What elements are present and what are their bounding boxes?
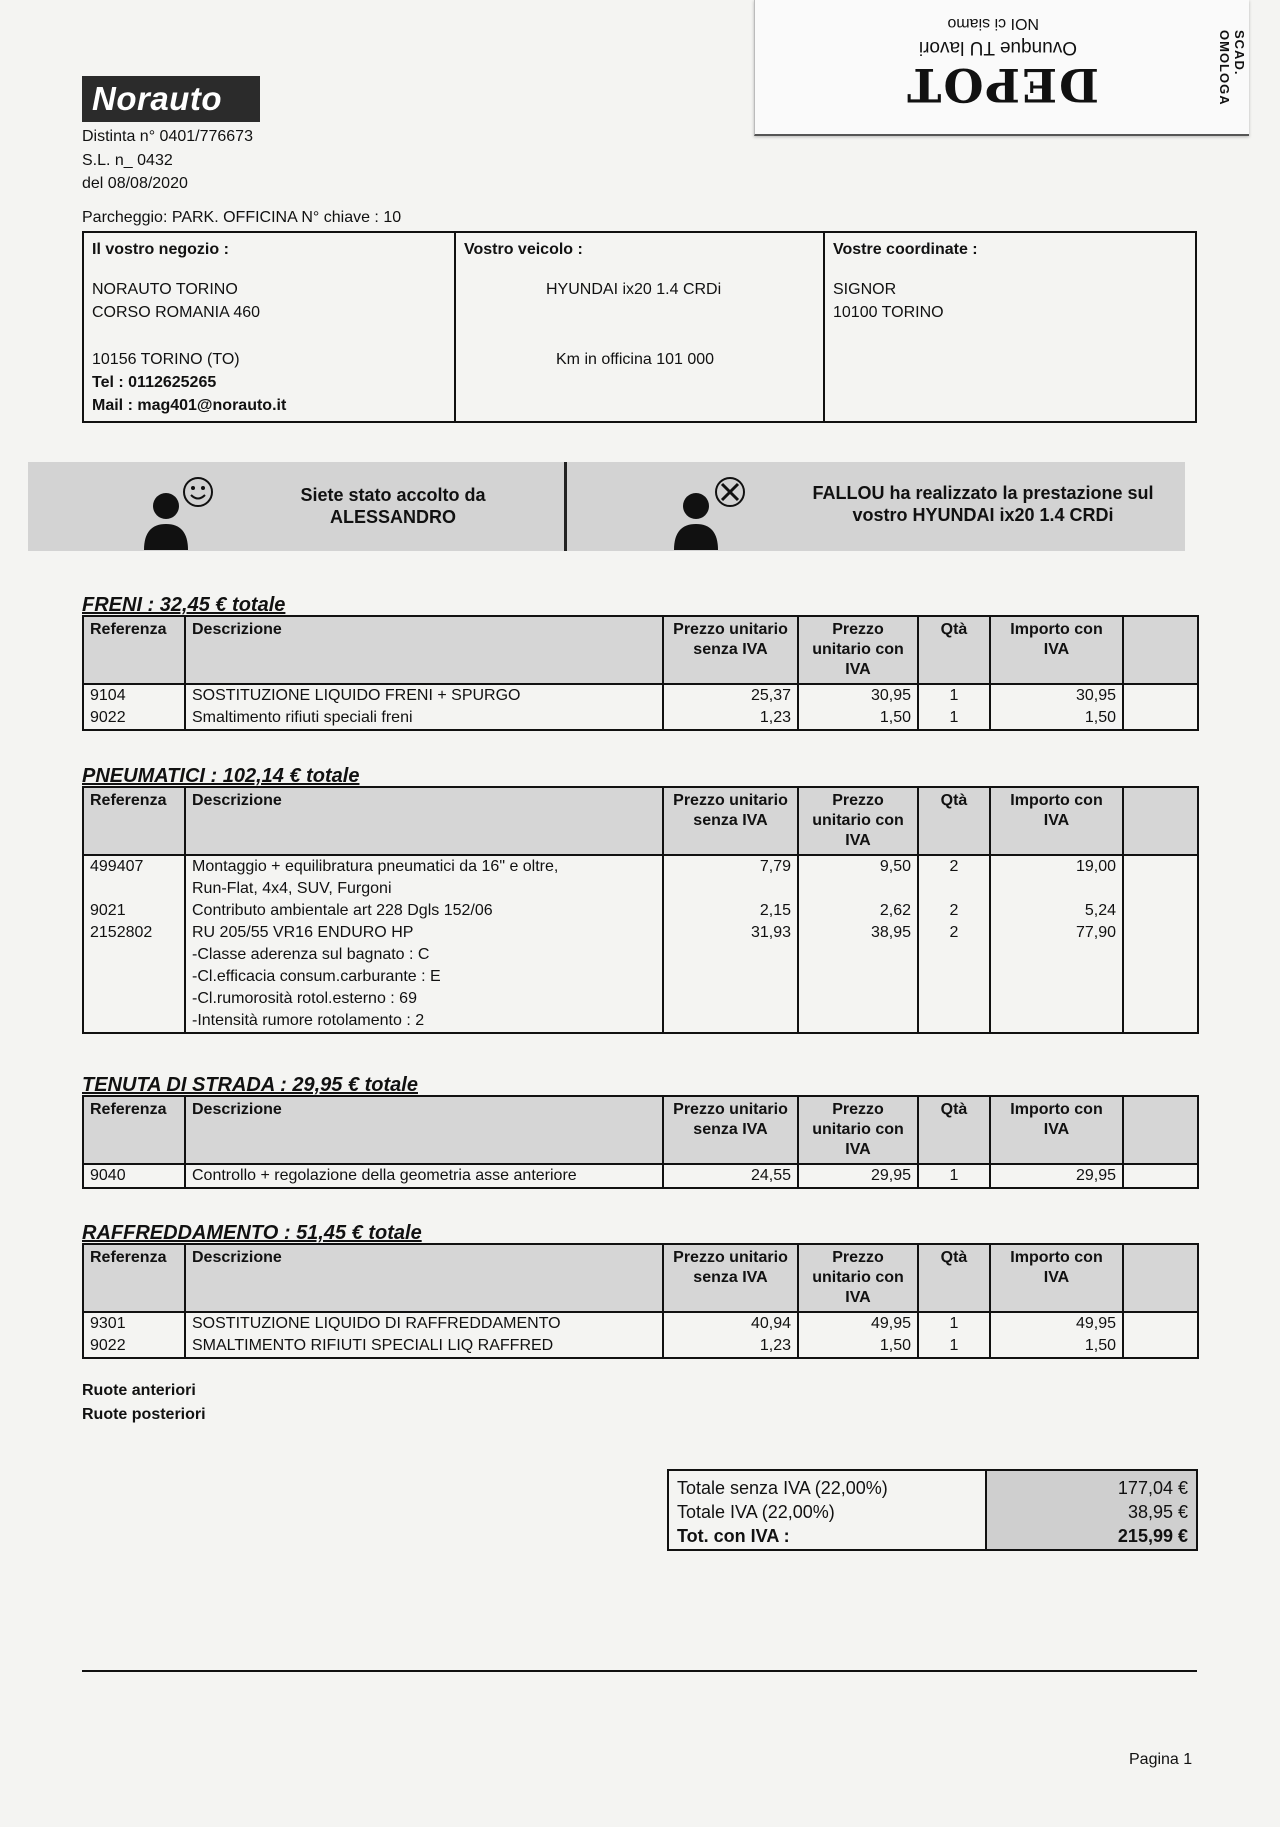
table-tenuta [82, 1095, 1199, 1189]
table-row [83, 707, 1198, 730]
col-ref: Referenza [83, 1096, 185, 1164]
shop-name: NORAUTO TORINO [92, 281, 238, 298]
row-total: 30,95 [990, 684, 1123, 707]
stamp-line1: Ovunque TU lavori [918, 37, 1077, 58]
row-empty [1123, 1312, 1198, 1335]
row-gross: 29,95 [798, 1164, 918, 1188]
vehicle-model: HYUNDAI ix20 1.4 CRDi [546, 281, 722, 298]
table-row [83, 966, 1198, 988]
section-title-pneumatici: PNEUMATICI : 102,14 € totale [82, 765, 360, 787]
col-desc: Descrizione [185, 616, 663, 684]
row-empty [1123, 966, 1198, 988]
row-desc: SMALTIMENTO RIFIUTI SPECIALI LIQ RAFFRED [185, 1335, 663, 1358]
total-gross-value: 215,99 € [1117, 1526, 1188, 1546]
row-ref: 2152802 [83, 922, 185, 944]
row-desc: -Intensità rumore rotolamento : 2 [185, 1010, 663, 1033]
row-total [990, 966, 1123, 988]
row-net [663, 988, 798, 1010]
col-ref: Referenza [83, 787, 185, 855]
table-row [83, 1312, 1198, 1335]
row-qty: 2 [918, 900, 990, 922]
row-desc: Run-Flat, 4x4, SUV, Furgoni [185, 878, 663, 900]
welcome-text [258, 484, 528, 528]
row-qty: 1 [918, 1335, 990, 1358]
info-box [82, 231, 1197, 423]
row-total: 49,95 [990, 1312, 1123, 1335]
stamp-side-text: SCAD. OMOLOGA [1217, 30, 1247, 106]
row-gross: 1,50 [798, 1335, 918, 1358]
row-net: 25,37 [663, 684, 798, 707]
row-desc: SOSTITUZIONE LIQUIDO FRENI + SPURGO [185, 684, 663, 707]
table-row [83, 944, 1198, 966]
total-net-label: Totale senza IVA (22,00%) [677, 1478, 888, 1498]
page-number: Pagina 1 [1129, 1751, 1193, 1768]
col-desc: Descrizione [185, 1244, 663, 1312]
row-ref [83, 944, 185, 966]
row-total [990, 988, 1123, 1010]
col-total: Importo con IVA [990, 1244, 1123, 1312]
stamp-line2: NOI ci siamo [947, 15, 1039, 32]
row-ref: 9022 [83, 1335, 185, 1358]
total-net-value: 177,04 € [1117, 1478, 1188, 1498]
shop-street: CORSO ROMANIA 460 [92, 304, 261, 321]
totals-box [667, 1469, 1198, 1551]
row-net: 2,15 [663, 900, 798, 922]
document-date: del 08/08/2020 [82, 175, 188, 192]
col-unit-net: Prezzo unitario senza IVA [663, 1244, 798, 1312]
row-ref: 9022 [83, 707, 185, 730]
col-desc: Descrizione [185, 1096, 663, 1164]
row-qty: 1 [918, 684, 990, 707]
row-desc: Smaltimento rifiuti speciali freni [185, 707, 663, 730]
col-ref: Referenza [83, 616, 185, 684]
row-gross [798, 878, 918, 900]
row-desc: Controllo + regolazione della geometria asse anteriore [185, 1164, 663, 1188]
totals-values [987, 1471, 1196, 1549]
col-unit-net: Prezzo unitario senza IVA [663, 1096, 798, 1164]
table-pneumatici [82, 786, 1199, 1034]
shop-city: 10156 TORINO (TO) [92, 351, 240, 368]
row-total: 19,00 [990, 855, 1123, 878]
row-total: 1,50 [990, 1335, 1123, 1358]
row-ref [83, 878, 185, 900]
sl-number: S.L. n_ 0432 [82, 152, 173, 169]
row-total [990, 878, 1123, 900]
row-net [663, 1010, 798, 1033]
row-empty [1123, 707, 1198, 730]
table-raffreddamento [82, 1243, 1199, 1359]
row-desc: RU 205/55 VR16 ENDURO HP [185, 922, 663, 944]
row-gross [798, 944, 918, 966]
row-total [990, 944, 1123, 966]
row-net: 31,93 [663, 922, 798, 944]
col-unit-gross: Prezzo unitario con IVA [798, 1096, 918, 1164]
col-empty [1123, 1096, 1198, 1164]
customer-title: Vostre coordinate : [833, 241, 978, 258]
depot-stamp [754, 0, 1249, 136]
row-net [663, 944, 798, 966]
stamp-title: DEPOT [905, 58, 1099, 112]
service-banner [28, 462, 1185, 551]
row-gross: 38,95 [798, 922, 918, 944]
row-empty [1123, 944, 1198, 966]
distinta-number: Distinta n° 0401/776673 [82, 128, 253, 145]
col-unit-gross: Prezzo unitario con IVA [798, 787, 918, 855]
row-empty [1123, 878, 1198, 900]
row-qty [918, 878, 990, 900]
norauto-logo: Norauto [82, 76, 260, 122]
col-qty: Qtà [918, 616, 990, 684]
row-ref [83, 966, 185, 988]
row-qty [918, 944, 990, 966]
table-row [83, 922, 1198, 944]
row-desc: -Cl.rumorosità rotol.esterno : 69 [185, 988, 663, 1010]
vehicle-column [456, 233, 825, 421]
row-empty [1123, 1010, 1198, 1033]
row-qty: 1 [918, 1164, 990, 1188]
shop-title: Il vostro negozio : [92, 241, 229, 258]
table-row [83, 988, 1198, 1010]
row-empty [1123, 855, 1198, 878]
table-row [83, 855, 1198, 878]
footer-divider [82, 1670, 1197, 1672]
row-ref: 9301 [83, 1312, 185, 1335]
row-desc: -Classe aderenza sul bagnato : C [185, 944, 663, 966]
row-net: 1,23 [663, 1335, 798, 1358]
row-total: 5,24 [990, 900, 1123, 922]
col-total: Importo con IVA [990, 787, 1123, 855]
customer-name: SIGNOR [833, 281, 897, 298]
welcome-line2: ALESSANDRO [329, 507, 456, 527]
customer-city: 10100 TORINO [833, 304, 944, 321]
section-title-raffreddamento: RAFFREDDAMENTO : 51,45 € totale [82, 1222, 422, 1244]
col-total: Importo con IVA [990, 616, 1123, 684]
note-front-wheels: Ruote anteriori [82, 1382, 196, 1399]
total-vat-label: Totale IVA (22,00%) [677, 1502, 835, 1522]
row-ref [83, 1010, 185, 1033]
total-vat-value: 38,95 € [1127, 1502, 1188, 1522]
col-qty: Qtà [918, 787, 990, 855]
shop-column [84, 233, 456, 421]
row-desc: Montaggio + equilibratura pneumatici da 16" e oltre, [185, 855, 663, 878]
row-ref: 499407 [83, 855, 185, 878]
section-title-freni: FRENI : 32,45 € totale [82, 594, 286, 616]
row-ref: 9104 [83, 684, 185, 707]
welcome-line1: Siete stato accolto da [300, 485, 486, 505]
col-unit-net: Prezzo unitario senza IVA [663, 616, 798, 684]
row-empty [1123, 988, 1198, 1010]
row-empty [1123, 684, 1198, 707]
col-unit-net: Prezzo unitario senza IVA [663, 787, 798, 855]
service-line1: FALLOU ha realizzato la prestazione sul [812, 483, 1154, 503]
total-gross-label: Tot. con IVA : [677, 1526, 790, 1546]
col-empty [1123, 787, 1198, 855]
row-qty: 2 [918, 922, 990, 944]
shop-mail: Mail : mag401@norauto.it [92, 397, 287, 414]
row-qty: 2 [918, 855, 990, 878]
table-row [83, 684, 1198, 707]
shop-tel: Tel : 0112625265 [92, 374, 217, 391]
row-net: 7,79 [663, 855, 798, 878]
banner-divider [564, 462, 567, 551]
row-gross: 9,50 [798, 855, 918, 878]
vehicle-km: Km in officina 101 000 [556, 351, 715, 368]
row-ref: 9021 [83, 900, 185, 922]
row-qty: 1 [918, 707, 990, 730]
row-gross: 1,50 [798, 707, 918, 730]
note-rear-wheels: Ruote posteriori [82, 1406, 206, 1423]
service-line2: vostro HYUNDAI ix20 1.4 CRDi [852, 505, 1114, 525]
totals-labels [669, 1471, 987, 1549]
col-total: Importo con IVA [990, 1096, 1123, 1164]
col-unit-gross: Prezzo unitario con IVA [798, 616, 918, 684]
row-empty [1123, 1164, 1198, 1188]
row-qty [918, 1010, 990, 1033]
row-net [663, 966, 798, 988]
row-gross: 2,62 [798, 900, 918, 922]
row-qty: 1 [918, 1312, 990, 1335]
customer-column [825, 233, 1195, 421]
row-net: 24,55 [663, 1164, 798, 1188]
table-row [83, 1335, 1198, 1358]
row-gross [798, 966, 918, 988]
row-desc: Contributo ambientale art 228 Dgls 152/06 [185, 900, 663, 922]
vehicle-title: Vostro veicolo : [464, 241, 583, 258]
row-gross: 49,95 [798, 1312, 918, 1335]
col-ref: Referenza [83, 1244, 185, 1312]
row-ref [83, 988, 185, 1010]
row-total: 77,90 [990, 922, 1123, 944]
col-empty [1123, 616, 1198, 684]
row-qty [918, 966, 990, 988]
table-row [83, 1010, 1198, 1033]
row-empty [1123, 1335, 1198, 1358]
col-qty: Qtà [918, 1244, 990, 1312]
row-net: 40,94 [663, 1312, 798, 1335]
col-qty: Qtà [918, 1096, 990, 1164]
table-row [83, 1164, 1198, 1188]
row-empty [1123, 922, 1198, 944]
parking-info: Parcheggio: PARK. OFFICINA N° chiave : 10 [82, 209, 402, 226]
col-unit-gross: Prezzo unitario con IVA [798, 1244, 918, 1312]
row-desc: -Cl.efficacia consum.carburante : E [185, 966, 663, 988]
service-text [788, 482, 1178, 526]
section-title-tenuta: TENUTA DI STRADA : 29,95 € totale [82, 1074, 418, 1096]
table-row [83, 878, 1198, 900]
row-total: 1,50 [990, 707, 1123, 730]
row-total: 29,95 [990, 1164, 1123, 1188]
row-empty [1123, 900, 1198, 922]
row-gross [798, 988, 918, 1010]
table-row [83, 900, 1198, 922]
row-net: 1,23 [663, 707, 798, 730]
row-ref: 9040 [83, 1164, 185, 1188]
row-gross [798, 1010, 918, 1033]
table-freni [82, 615, 1199, 731]
smiley-person-icon [138, 472, 228, 550]
row-net [663, 878, 798, 900]
row-total [990, 1010, 1123, 1033]
mechanic-person-icon [668, 472, 768, 550]
col-desc: Descrizione [185, 787, 663, 855]
row-gross: 30,95 [798, 684, 918, 707]
col-empty [1123, 1244, 1198, 1312]
row-qty [918, 988, 990, 1010]
row-desc: SOSTITUZIONE LIQUIDO DI RAFFREDDAMENTO [185, 1312, 663, 1335]
